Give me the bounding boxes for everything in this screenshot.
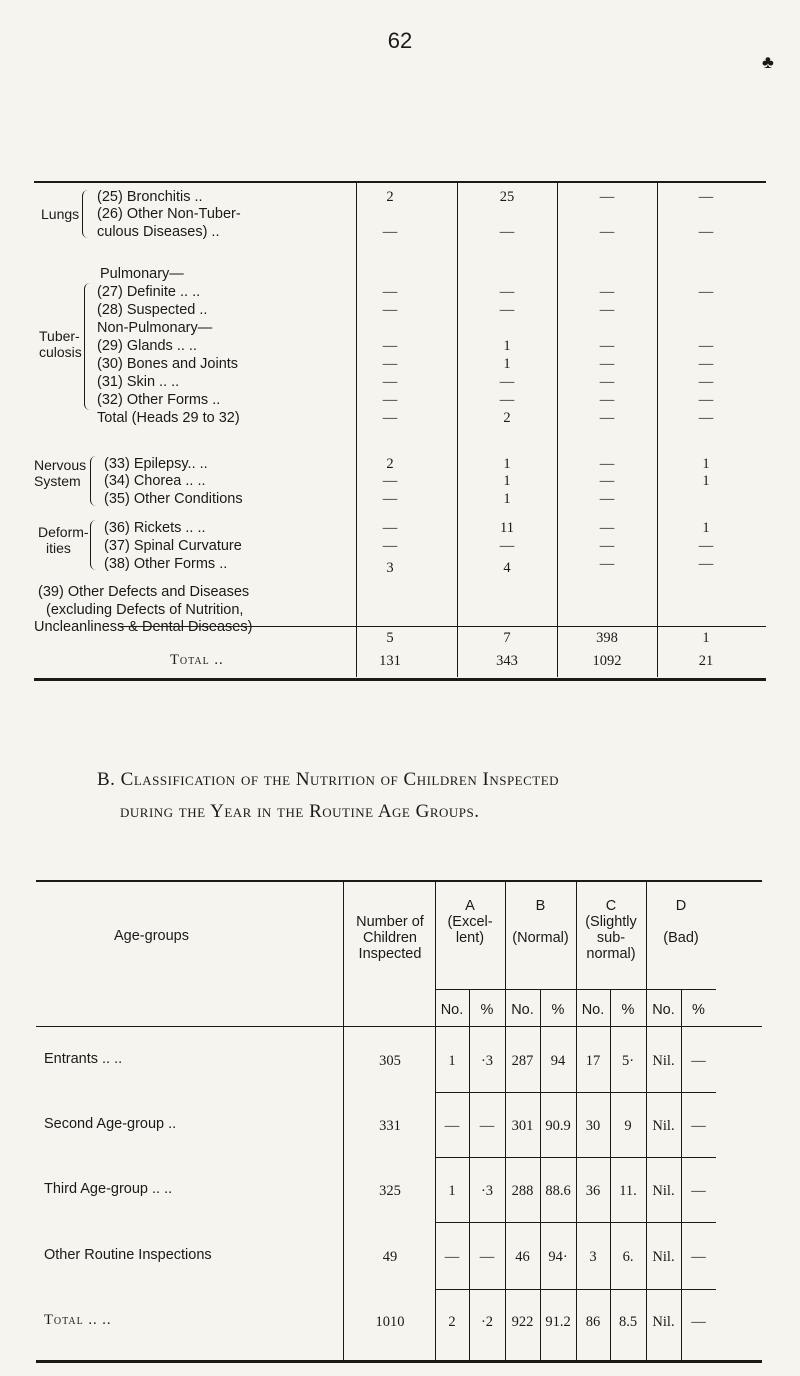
cell-c: — [599,520,615,536]
header-d-letter: D [675,898,687,914]
cell-b-no: 46 [515,1249,530,1265]
row-rule [36,1026,762,1027]
cell-d: — [698,224,714,240]
row-label: (37) Spinal Curvature [104,538,242,554]
row-rule [435,1222,716,1223]
cell-b: — [499,538,515,554]
row-label: Non-Pulmonary— [97,320,213,336]
brace-deformities [90,520,97,570]
cell-b: 1 [503,338,511,354]
cell-b-pct: 94· [548,1249,568,1265]
header-a-line3: lent) [455,930,485,946]
cell-c: 398 [596,630,618,646]
cell-c: — [599,410,615,426]
cell-c: — [599,338,615,354]
cell-c: — [599,556,615,572]
cell-d: — [698,356,714,372]
cell-b: 7 [503,630,511,646]
total-b-no: 922 [511,1314,534,1330]
cell-a: — [382,520,398,536]
header-c-letter: C [605,898,617,914]
group-tuberculosis-line2: culosis [39,344,82,360]
sub-col-sep [610,990,611,1360]
age-group-label: Second Age-group .. [44,1116,177,1132]
total-d-pct: — [691,1314,706,1330]
col-sep [343,882,344,1360]
cell-d: — [698,374,714,390]
cell-a: — [382,410,398,426]
row-label: (38) Other Forms .. [104,556,228,572]
group-deformities-line1: Deform- [38,524,89,540]
table-a-col-sep-3 [557,183,558,677]
row-label: (36) Rickets .. .. [104,520,206,536]
header-number-line2: Children [363,930,417,946]
row-rule [435,1092,716,1093]
header-number-line3: Inspected [358,946,422,962]
cell-c: — [599,491,615,507]
brace-nervous [90,456,97,506]
header-number-line1: Number of [356,914,424,930]
cell-a: — [382,538,398,554]
cell-a-no: 1 [448,1183,456,1199]
cell-b: 11 [500,520,514,536]
brace-lungs [82,190,89,238]
cell-b-pct: 90.9 [545,1118,571,1134]
table-a-col-sep-2 [457,183,458,677]
cell-b: 25 [499,189,515,205]
cell-c-pct: 6. [622,1249,634,1265]
table-b-top-rule [36,880,762,882]
section-b-heading-text1: B. Classification of the Nutrition of Children Inspected [97,769,560,790]
cell-a-no: 1 [448,1053,456,1069]
row-label: Pulmonary— [100,266,184,282]
subheader-no: No. [581,1002,605,1018]
row-label: (34) Chorea .. .. [104,473,206,489]
subheader-pct: % [551,1002,565,1018]
cell-d-no: Nil. [652,1053,675,1069]
cell-a: 5 [386,630,394,646]
sub-col-sep [681,990,682,1360]
cell-d-pct: — [691,1183,706,1199]
total-a-pct: ·2 [480,1314,494,1330]
group-nervous-line2: System [34,473,81,489]
cell-c: — [599,538,615,554]
cell-b: — [499,392,515,408]
total-a-no: 2 [448,1314,456,1330]
header-d-line2: (Bad) [663,930,699,946]
cell-a: — [382,473,398,489]
cell-c: — [599,284,615,300]
section-b-heading-line2 [120,796,780,828]
cell-c-pct: 5· [621,1053,635,1069]
header-a-letter: A [465,898,475,914]
cell-c-no: 30 [585,1118,601,1134]
cell-a-pct: — [479,1249,495,1265]
cell-c-pct: 11. [619,1183,637,1199]
row-label: (25) Bronchitis .. [97,189,203,205]
cell-number: 305 [379,1053,401,1069]
cell-d: — [698,189,714,205]
group-deformities-line2: ities [46,540,71,556]
row-label: (29) Glands .. .. [97,338,197,354]
cell-b-no: 287 [511,1053,534,1069]
cell-a: 3 [386,560,394,576]
header-c-line4: normal) [586,946,636,962]
cell-number: 49 [382,1249,398,1265]
cell-d-pct: — [691,1118,706,1134]
table-a-col-sep-4 [657,183,658,677]
cell-b: — [499,302,515,318]
total-c-no: 86 [585,1314,601,1330]
cell-c: — [599,456,615,472]
cell-d: 1 [702,473,710,489]
cell-a: — [382,338,398,354]
cell-a-no: — [444,1118,460,1134]
row-label: (excluding Defects of Nutrition, [46,602,244,618]
total-c-pct: 8.5 [618,1314,638,1330]
cell-a: — [382,392,398,408]
subheader-pct: % [480,1002,494,1018]
group-lungs: Lungs [41,206,80,222]
row-label: Uncleanliness & Dental Diseases) [34,619,253,635]
age-group-label: Other Routine Inspections [44,1247,212,1263]
cell-b: 4 [503,560,511,576]
total-a: 131 [379,653,401,669]
cell-d-no: Nil. [652,1118,675,1134]
cell-c: — [599,473,615,489]
age-group-label: Third Age-group .. .. [44,1181,173,1197]
subheader-no: No. [440,1002,464,1018]
header-c-line2: (Slightly [585,914,637,930]
table-a-col-sep-1 [356,183,357,677]
cell-c: — [599,302,615,318]
cell-b: — [499,284,515,300]
header-age-groups: Age-groups [114,928,189,944]
cell-b-no: 288 [511,1183,534,1199]
row-rule [435,1289,716,1290]
cell-b-pct: 94 [550,1053,566,1069]
cell-a-no: — [444,1249,460,1265]
cell-b: 1 [503,456,511,472]
cell-c: — [599,374,615,390]
row-label: (28) Suspected .. [97,302,208,318]
row-label: culous Diseases) .. [97,224,220,240]
header-b-letter: B [535,898,546,914]
cell-c-no: 17 [585,1053,601,1069]
corner-mark: ♣ [762,52,774,72]
cell-d-pct: — [691,1249,706,1265]
cell-a: — [382,491,398,507]
cell-number: 331 [379,1118,401,1134]
cell-d-no: Nil. [652,1183,675,1199]
cell-d-pct: — [691,1053,706,1069]
cell-b: 1 [503,473,511,489]
cell-b-no: 301 [511,1118,534,1134]
row-label: (30) Bones and Joints [97,356,239,372]
row-rule [435,1157,716,1158]
cell-d: — [698,338,714,354]
header-a-line2: (Excel- [447,914,493,930]
cell-a-pct: — [479,1118,495,1134]
cell-b-pct: 88.6 [545,1183,571,1199]
cell-d: — [698,284,714,300]
cell-c-no: 3 [589,1249,597,1265]
row-label: (31) Skin .. .. [97,374,180,390]
total-label: Total .. [170,652,224,668]
row-label: (32) Other Forms .. [97,392,221,408]
cell-b: — [499,224,515,240]
header-sub-rule [435,989,716,990]
cell-c: — [599,356,615,372]
sub-col-sep [469,990,470,1360]
cell-b: 2 [503,410,511,426]
cell-b: 1 [503,491,511,507]
cell-c: — [599,224,615,240]
total-number: 1010 [375,1314,405,1330]
total-label: Total .. .. [44,1312,112,1328]
subheader-pct: % [692,1002,705,1018]
sub-col-sep [540,990,541,1360]
row-label: (27) Definite .. .. [97,284,201,300]
cell-c-no: 36 [585,1183,601,1199]
cell-a: 2 [386,456,394,472]
cell-a: 2 [386,189,394,205]
cell-d: 1 [702,456,710,472]
row-label: (39) Other Defects and Diseases [38,584,250,600]
cell-d: — [698,556,714,572]
cell-c: — [599,392,615,408]
header-b-line2: (Normal) [512,930,569,946]
subheader-no: No. [511,1002,534,1018]
total-b: 343 [496,653,518,669]
cell-b: — [499,374,515,390]
table-b-bottom-rule [36,1360,762,1363]
row-label: (33) Epilepsy.. .. [104,456,208,472]
total-d: 21 [698,653,714,669]
cell-a: — [382,374,398,390]
age-group-label: Entrants .. .. [44,1051,123,1067]
cell-b: 1 [503,356,511,372]
section-b-heading-text2: during the Year in the Routine Age Groups. [120,801,480,822]
row-label: Total (Heads 29 to 32) [97,410,240,426]
subheader-pct: % [621,1002,635,1018]
cell-number: 325 [379,1183,401,1199]
cell-a: — [382,224,398,240]
cell-a-pct: ·3 [480,1053,494,1069]
group-tuberculosis-line1: Tuber- [39,328,80,344]
page-number: 62 [387,28,413,53]
total-d-no: Nil. [652,1314,675,1330]
group-nervous-line1: Nervous [34,457,87,473]
total-b-pct: 91.2 [545,1314,571,1330]
cell-d: — [698,538,714,554]
total-c: 1092 [592,653,622,669]
row-label: (26) Other Non-Tuber- [97,206,241,222]
subheader-no: No. [652,1002,675,1018]
cell-a: — [382,284,398,300]
section-b-heading-line1 [97,764,757,796]
brace-tuberculosis [84,283,91,410]
cell-a: — [382,302,398,318]
cell-c: — [599,189,615,205]
cell-d: 1 [702,630,710,646]
header-c-line3: sub- [596,930,626,946]
cell-a-pct: ·3 [480,1183,494,1199]
cell-d: — [698,392,714,408]
cell-d: 1 [702,520,710,536]
table-a-bottom-rule [34,678,766,681]
cell-d-no: Nil. [652,1249,675,1265]
row-label: (35) Other Conditions [104,491,243,507]
cell-d: — [698,410,714,426]
cell-a: — [382,356,398,372]
cell-c-pct: 9 [624,1118,632,1134]
